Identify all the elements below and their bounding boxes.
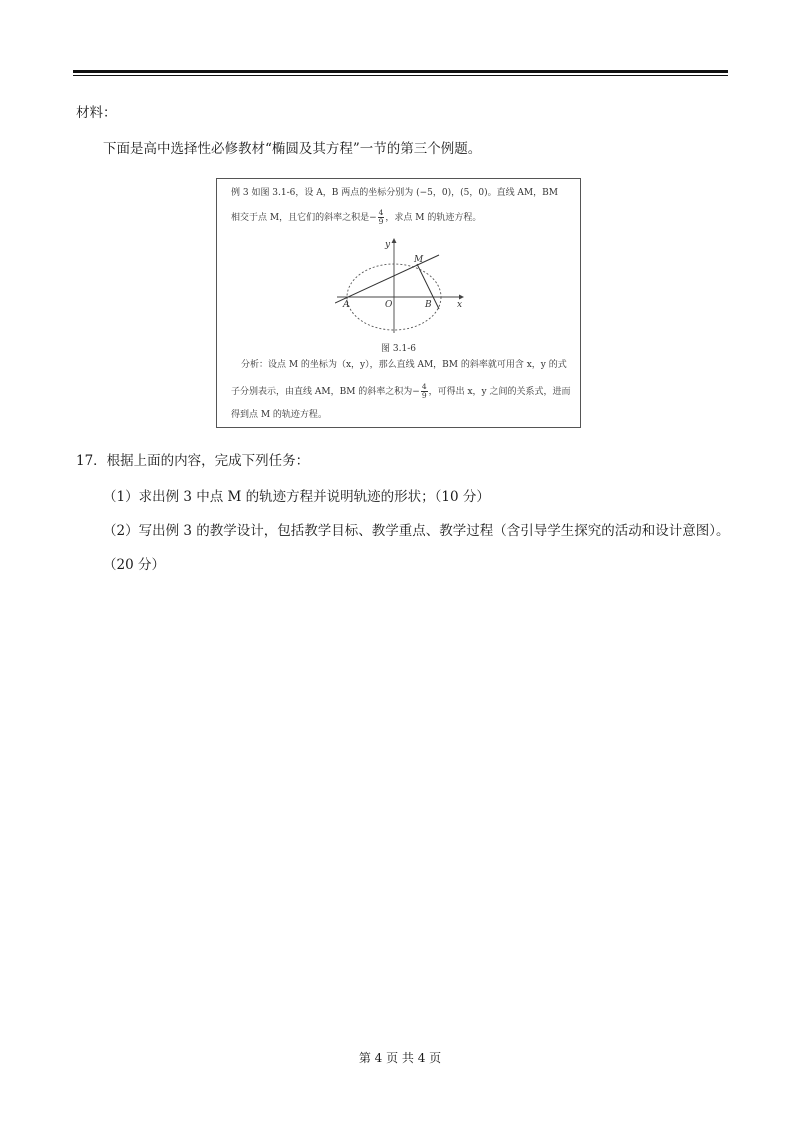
header-rule-thick	[73, 70, 728, 73]
analysis-line-1: 分析：设点 M 的坐标为（x，y），那么直线 AM，BM 的斜率就可用含 x，y 的式	[241, 360, 567, 370]
fraction-4-9-analysis: $\frac{4}{9}$	[421, 382, 427, 400]
label-a: A	[343, 300, 350, 310]
analysis-line-2: 子分别表示，由直线 AM，BM 的斜率之积为− $\frac{4}{9}$ ，可得出 x，y 之间的关系式，进而	[231, 382, 571, 400]
page-footer: 第 4 页 共 4 页	[358, 1051, 442, 1065]
question-part-1: （1）求出例 3 中点 M 的轨迹方程并说明轨迹的形状；（10 分）	[103, 489, 490, 505]
label-m: M	[414, 255, 424, 265]
header-rule-thin	[73, 75, 728, 76]
question-part-2: （2）写出例 3 的教学设计，包括教学目标、教学重点、教学过程（含引导学生探究的活动和设计意图）。	[103, 523, 730, 539]
label-b: B	[425, 300, 432, 310]
y-axis-arrow	[392, 238, 397, 243]
x-axis-arrow	[459, 295, 464, 300]
fraction-4-9: $\frac{4}{9}$	[378, 208, 384, 226]
example-line-1: 例 3 如图 3.1-6，设 A，B 两点的坐标分别为 (−5，0)，(5，0)。直线 AM，BM	[231, 188, 558, 198]
question-stem: 17．根据上面的内容，完成下列任务：	[76, 453, 310, 469]
label-o: O	[385, 300, 393, 310]
line-am	[335, 255, 439, 303]
material-label: 材料：	[76, 105, 117, 121]
intro-text: 下面是高中选择性必修教材“椭圆及其方程”一节的第三个例题。	[103, 141, 482, 157]
example-box	[216, 178, 581, 428]
label-x: x	[457, 300, 463, 310]
example-line-2: 相交于点 M，且它们的斜率之积是− $\frac{4}{9}$ ，求点 M 的轨迹方程。	[231, 208, 482, 226]
analysis-line-3: 得到点 M 的轨迹方程。	[231, 410, 327, 420]
figure-caption: 图 3.1-6	[381, 344, 416, 354]
ellipse-figure	[335, 237, 465, 337]
question-part-2-score: （20 分）	[103, 557, 165, 573]
label-y: y	[385, 240, 391, 250]
